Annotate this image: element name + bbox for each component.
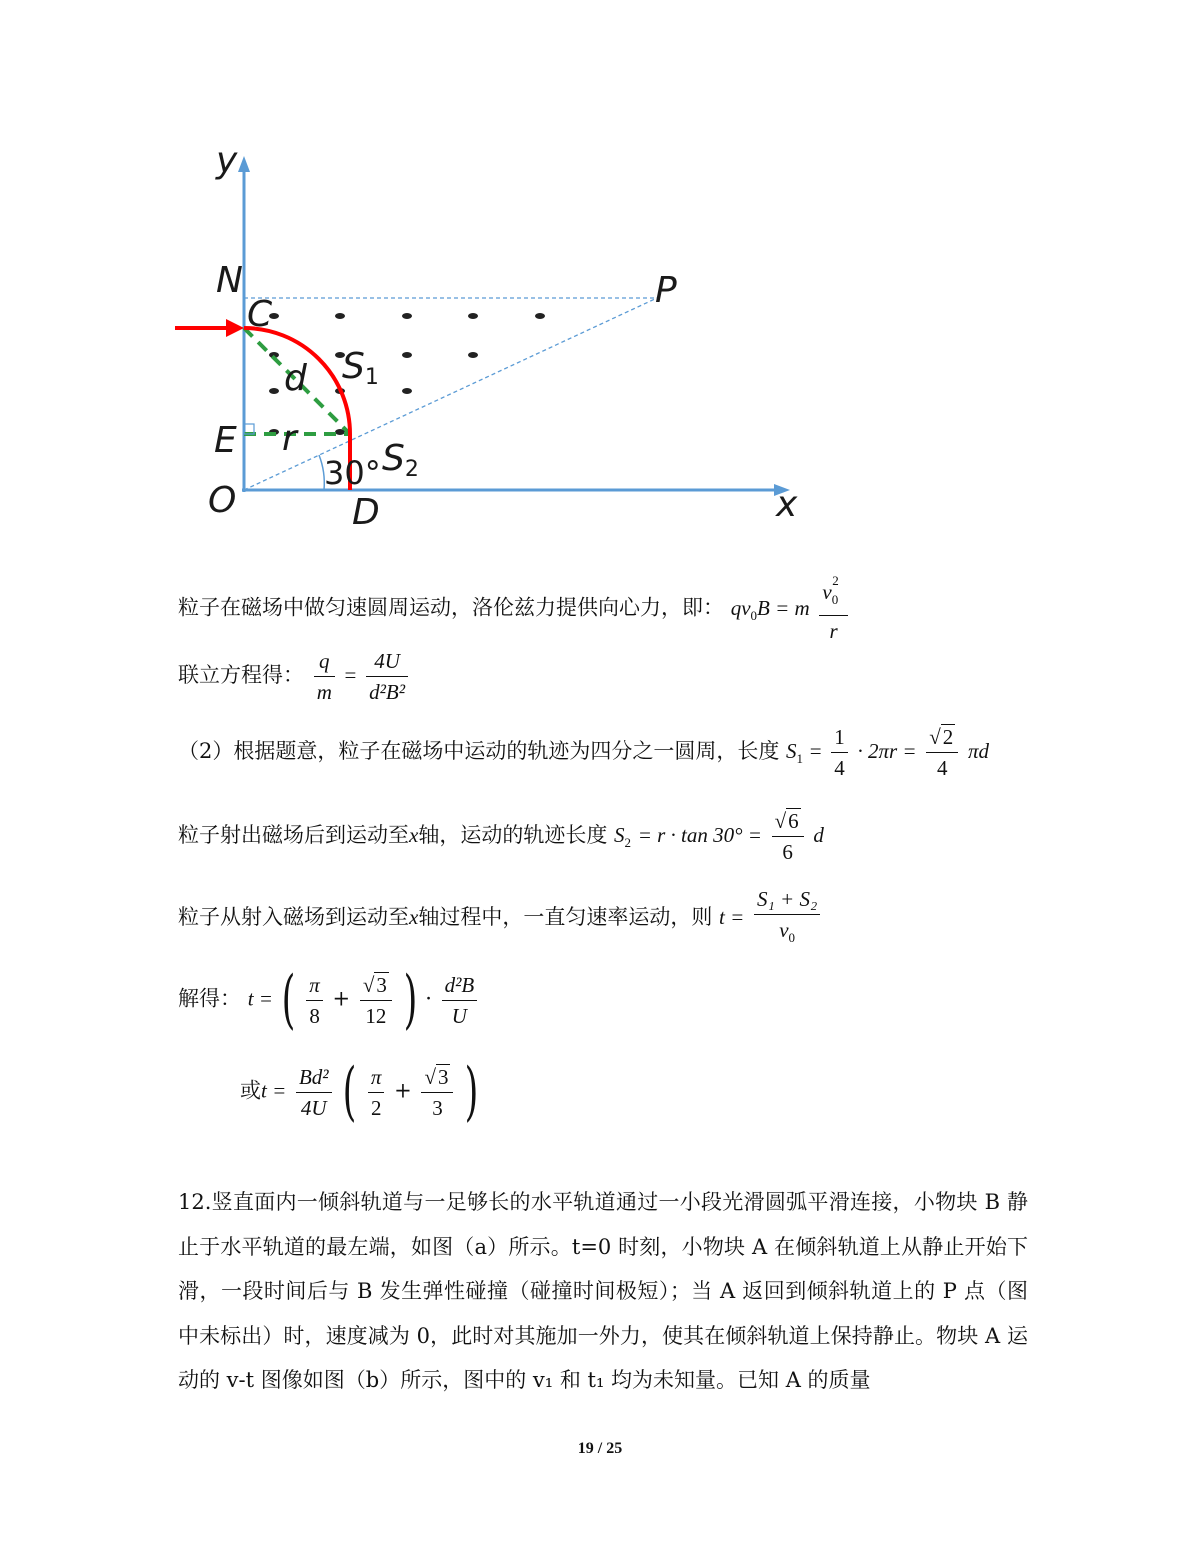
eq1-fraction: $\frac{v_0^2}{r}$ [819, 572, 847, 646]
eq7-lparen: ( [342, 1055, 357, 1129]
eq4-x: x [409, 823, 419, 847]
eq7-frac1: $\frac{\text{Bd²}}{4U}$ [296, 1062, 332, 1123]
eq3-text: （2）根据题意，粒子在磁场中运动的轨迹为四分之一圆周，长度 [178, 739, 780, 763]
label-D: D [352, 492, 380, 533]
eq2-equals: = [344, 663, 357, 687]
eq6-frac3: $\frac{\text{d²B}}{U}$ [442, 970, 478, 1031]
label-O: O [208, 480, 237, 521]
eq3-frac1: $\frac{1}{4}$ [831, 722, 848, 783]
eq2-frac-right: $\frac{4U}{\text{d²B²}}$ [366, 646, 408, 707]
eq1-text: 粒子在磁场中做匀速圆周运动，洛伦兹力提供向心力，即： [178, 595, 724, 620]
magnetic-field-figure [160, 120, 820, 550]
y-axis-arrow-icon [238, 156, 250, 172]
velocity-arrow-icon [226, 319, 244, 337]
equation-s1 [178, 722, 989, 783]
eq4-text1: 粒子射出磁场后到运动至 [178, 823, 409, 847]
eq7-rparen: ) [464, 1055, 479, 1129]
equation-lorentz [178, 572, 851, 646]
label-angle: 30° [324, 454, 381, 492]
equation-solution [178, 963, 480, 1037]
eq6-frac2: $\frac{√3}{12}$ [360, 970, 392, 1031]
eq2-frac-left: $\frac{q}{m}$ [314, 646, 335, 707]
label-P: P [655, 270, 677, 311]
eq4-text2: 轴，运动的轨迹长度 [418, 823, 608, 847]
eq3-equals: = [809, 739, 822, 763]
eq4-mid: = r · tan 30° = [637, 823, 762, 847]
label-C: C [247, 294, 273, 335]
eq3-frac2: $\frac{√2}{4}$ [926, 722, 958, 783]
label-r: r [282, 418, 297, 459]
label-d: d [284, 358, 307, 399]
eq4-s2: $S_2$ [614, 823, 632, 851]
equation-alternative [240, 1055, 480, 1129]
label-N: N [216, 260, 243, 301]
eq6-t: t = [247, 986, 273, 1011]
eq7-t: t = [261, 1078, 287, 1103]
eq7-frac3: $\frac{√3}{3}$ [421, 1062, 453, 1123]
equation-s2 [178, 806, 824, 867]
label-E: E [214, 420, 237, 461]
field-dots [269, 313, 545, 435]
eq3-mid: · 2πr = [857, 739, 917, 763]
eq5-frac: $\frac{\text{S₁ + S₂}}{v_0}$ [754, 884, 820, 953]
eq6-dot: · [425, 986, 432, 1011]
eq5-text2: 轴过程中，一直匀速率运动，则 [418, 905, 713, 930]
eq6-rparen: ) [403, 963, 417, 1037]
eq5-t: t = [719, 905, 745, 930]
equation-time [178, 884, 823, 953]
eq6-plus: + [332, 986, 351, 1011]
eq6-lparen: ( [281, 963, 295, 1037]
problem-12-text: 12.竖直面内一倾斜轨道与一足够长的水平轨道通过一小段光滑圆弧平滑连接，小物块 B 静止于水平轨道的最左端，如图（a）所示。t=0 时刻，小物块 A 在倾斜轨道上从静止开始下滑，一段时间后与 B 发生弹性碰撞（碰撞时间极短）；当 A 返回到倾斜轨道上的 P 点（图中未标出）时，速度减为 0，此时对其施加一外力，使其在倾斜轨道上保持静止。物块 A 运动的 v-t 图像如图（b）所示，图中的 v₁ 和 t₁ 均为未知量。已知 A 的质量 [178, 1190, 1028, 1392]
eq4-tail: d [813, 823, 824, 847]
eq7-plus: + [394, 1078, 412, 1103]
eq5-x: x [409, 905, 419, 930]
eq7-text: 或 [240, 1078, 261, 1103]
eq3-s1: $S_1$ [786, 739, 804, 767]
eq1-lhs: $qv_0B = m$ [730, 595, 810, 623]
label-S1: S1 [342, 346, 379, 390]
page-number: 19 / 25 [577, 1440, 623, 1457]
label-S2: S2 [382, 438, 419, 482]
label-y: y [216, 140, 238, 181]
eq6-text: 解得： [178, 986, 241, 1011]
eq6-frac1: $\frac{\pi}{8}$ [306, 970, 323, 1031]
eq5-text1: 粒子从射入磁场到运动至 [178, 905, 409, 930]
eq3-tail: πd [967, 739, 990, 763]
equation-combined [178, 646, 411, 707]
eq2-text: 联立方程得： [178, 663, 304, 687]
eq4-frac: $\frac{√6}{6}$ [772, 806, 804, 867]
eq7-frac2: $\frac{\pi}{2}$ [368, 1062, 385, 1123]
label-x: x [776, 484, 798, 525]
